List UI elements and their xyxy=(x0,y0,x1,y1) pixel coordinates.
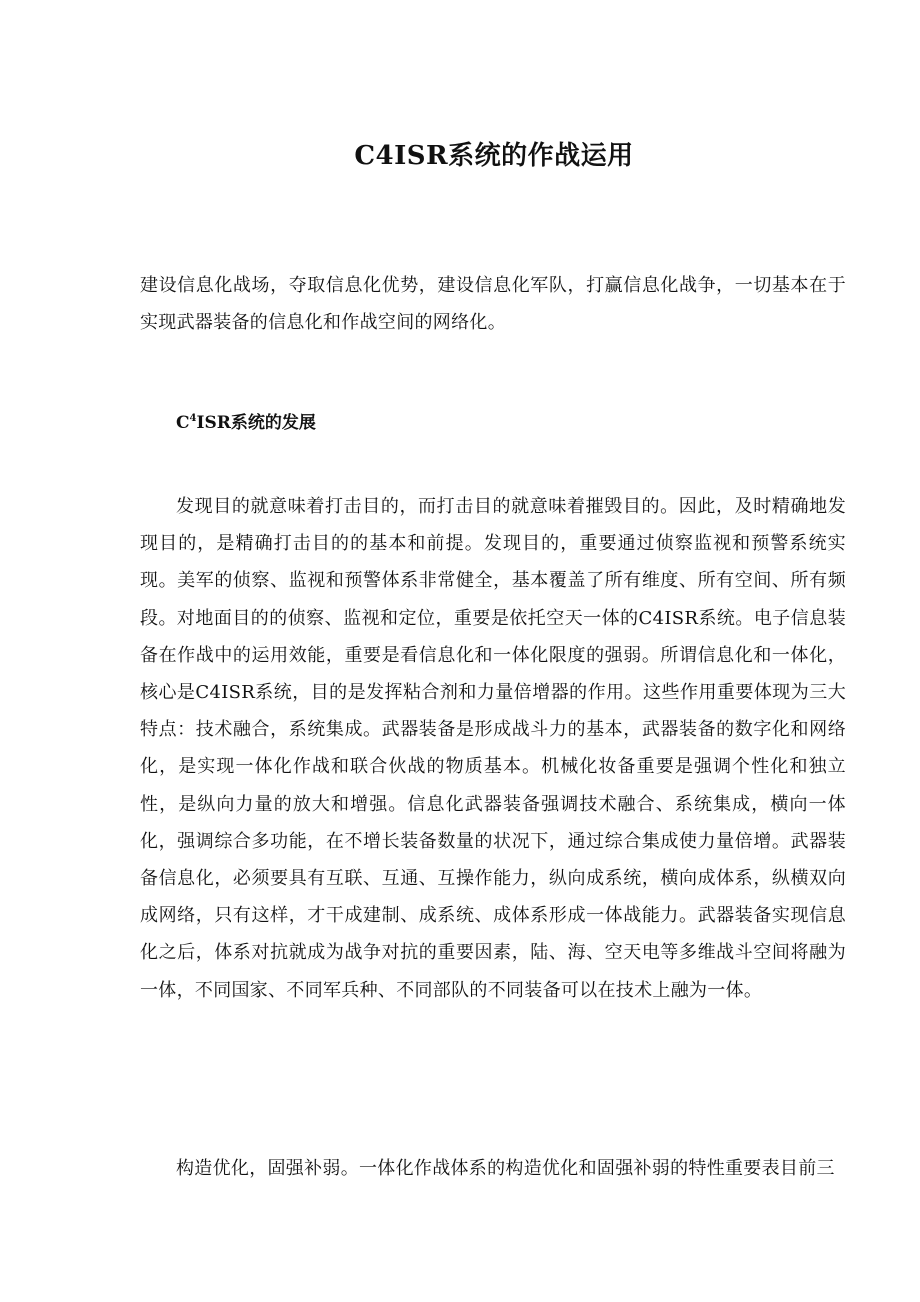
section-heading-superscript: 4 xyxy=(189,413,197,424)
body-paragraph: 构造优化，固强补弱。一体化作战体系的构造优化和固强补弱的特性重要表目前三 xyxy=(176,1158,835,1179)
intro-paragraph: 建设信息化战场，夺取信息化优势，建设信息化军队，打赢信息化战争，一切基本在于实现武器装备的信息化和作战空间的网络化。 xyxy=(140,275,846,334)
document-title: C4ISR系统的作战运用 xyxy=(354,141,634,171)
section-heading xyxy=(176,404,316,438)
section-heading-prefix: C xyxy=(176,413,190,433)
body-paragraph: 发现目的就意味着打击目的，而打击目的就意味着摧毁目的。因此，及时精确地发现目的，是精确打击目的的基本和前提。发现目的，重要通过侦察监视和预警系统实现。美军的侦察、监视和预警体系非常健全，基本覆盖了所有维度、所有空间、所有频段。对地面目的的侦察、监视和定位，重要是依托空天一体的C4ISR系统。电子信息装备在作战中的运用效能，重要是看信息化和一体化限度的强弱。所谓信息化和一体化，核心是C4ISR系统，目的是发挥粘合剂和力量倍增器的作用。这些作用重要体现为三大特点：技术融合，系统集成。武器装备是形成战斗力的基本，武器装备的数字化和网络化，是实现一体化作战和联合伙战的物质基本。机械化妆备重要是强调个性化和独立性，是纵向力量的放大和增强。信息化武器装备强调技术融合、系统集成，横向一体化，强调综合多功能，在不增长装备数量的状况下，通过综合集成使力量倍增。武器装备信息化，必须要具有互联、互通、互操作能力，纵向成系统，横向成体系，纵横双向成网络，只有这样，才干成建制、成系统、成体系形成一体战能力。武器装备实现信息化之后，体系对抗就成为战争对抗的重要因素，陆、海、空天电等多维战斗空间将融为一体，不同国家、不同军兵种、不同部队的不同装备可以在技术上融为一体。 xyxy=(140,496,846,1001)
section-heading-suffix: ISR系统的发展 xyxy=(196,413,316,433)
